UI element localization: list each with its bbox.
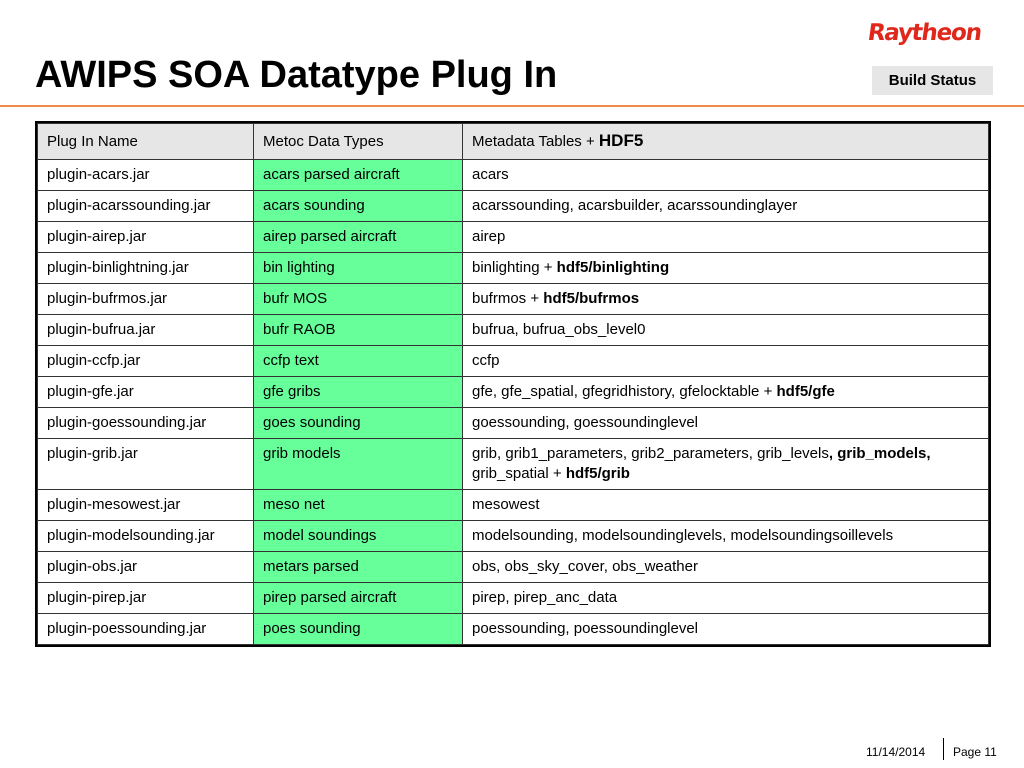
plugin-table: [37, 123, 989, 645]
table-row: [38, 222, 989, 253]
plugin-name-cell: plugin-grib.jar: [38, 439, 254, 490]
raytheon-logo: Raytheon: [866, 20, 983, 46]
metadata-tables-cell: [463, 490, 989, 521]
data-type-cell: bufr RAOB: [254, 315, 463, 346]
plugin-name-cell: plugin-pirep.jar: [38, 583, 254, 614]
table-row: [38, 521, 989, 552]
data-type-cell: metars parsed: [254, 552, 463, 583]
table-row: [38, 284, 989, 315]
plugin-name-cell: plugin-airep.jar: [38, 222, 254, 253]
header-data-types: Metoc Data Types: [254, 124, 463, 160]
data-type-cell: poes sounding: [254, 614, 463, 645]
metadata-segment: mesowest: [472, 496, 540, 513]
metadata-segment: poessounding, poessoundinglevel: [472, 620, 699, 637]
header-hdf5: HDF5: [598, 131, 644, 150]
metadata-bold-segment: hdf5/binlighting: [556, 259, 670, 276]
metadata-segment: binlighting +: [472, 259, 557, 276]
table-row: [38, 408, 989, 439]
plugin-name-cell: plugin-poessounding.jar: [38, 614, 254, 645]
plugin-name-cell: plugin-mesowest.jar: [38, 490, 254, 521]
table-row: [38, 552, 989, 583]
plugin-table-frame: [35, 121, 991, 647]
metadata-tables-cell: [463, 377, 989, 408]
metadata-tables-cell: [463, 284, 989, 315]
table-row: [38, 253, 989, 284]
metadata-tables-cell: [463, 408, 989, 439]
data-type-cell: pirep parsed aircraft: [254, 583, 463, 614]
plugin-name-cell: plugin-modelsounding.jar: [38, 521, 254, 552]
plugin-name-cell: plugin-acarssounding.jar: [38, 191, 254, 222]
metadata-bold-segment: ,: [828, 445, 834, 462]
metadata-segment: obs, obs_sky_cover, obs_weather: [472, 558, 698, 575]
metadata-bold-segment: hdf5/bufrmos: [543, 290, 640, 307]
metadata-segment: grib_spatial +: [472, 445, 935, 482]
data-type-cell: grib models: [254, 439, 463, 490]
table-header-row: [38, 124, 989, 160]
table-row: [38, 346, 989, 377]
data-type-cell: model soundings: [254, 521, 463, 552]
metadata-segment: grib, grib1_parameters, grib2_parameters, grib_levels: [472, 445, 829, 462]
table-row: [38, 191, 989, 222]
table-row: [38, 439, 989, 490]
header-metadata-tables: [463, 124, 989, 160]
metadata-bold-segment: hdf5/grib: [565, 465, 630, 482]
plugin-name-cell: plugin-gfe.jar: [38, 377, 254, 408]
metadata-segment: goessounding, goessoundinglevel: [472, 414, 699, 431]
plugin-name-cell: plugin-bufrua.jar: [38, 315, 254, 346]
data-type-cell: gfe gribs: [254, 377, 463, 408]
metadata-bold-segment: hdf5/gfe: [776, 383, 835, 400]
metadata-tables-cell: [463, 160, 989, 191]
metadata-segment: acars: [472, 166, 509, 183]
metadata-bold-segment: grib_models,: [837, 445, 931, 462]
metadata-segment: pirep, pirep_anc_data: [472, 589, 618, 606]
metadata-segment: modelsounding, modelsoundinglevels, modelsoundingsoillevels: [472, 527, 894, 544]
metadata-tables-cell: [463, 614, 989, 645]
table-row: [38, 377, 989, 408]
data-type-cell: acars sounding: [254, 191, 463, 222]
data-type-cell: meso net: [254, 490, 463, 521]
footer-separator: [943, 738, 944, 760]
table-row: [38, 583, 989, 614]
header-plugin-name: Plug In Name: [38, 124, 254, 160]
metadata-tables-cell: [463, 439, 989, 490]
plugin-name-cell: plugin-binlightning.jar: [38, 253, 254, 284]
plugin-name-cell: plugin-obs.jar: [38, 552, 254, 583]
metadata-tables-cell: [463, 253, 989, 284]
plugin-name-cell: plugin-acars.jar: [38, 160, 254, 191]
metadata-segment: acarssounding, acarsbuilder, acarssoundinglayer: [472, 197, 798, 214]
metadata-tables-cell: [463, 191, 989, 222]
metadata-tables-cell: [463, 346, 989, 377]
header-divider: [0, 105, 1024, 107]
table-row: [38, 490, 989, 521]
page-number: Page 11: [953, 745, 997, 759]
plugin-name-cell: plugin-bufrmos.jar: [38, 284, 254, 315]
plugin-name-cell: plugin-goessounding.jar: [38, 408, 254, 439]
data-type-cell: bin lighting: [254, 253, 463, 284]
header-metadata-prefix: Metadata Tables +: [472, 133, 599, 150]
metadata-tables-cell: [463, 552, 989, 583]
build-status-tag: Build Status: [872, 66, 993, 95]
metadata-segment: airep: [472, 228, 506, 245]
table-row: [38, 315, 989, 346]
metadata-segment: gfe, gfe_spatial, gfegridhistory, gfelocktable +: [472, 383, 777, 400]
data-type-cell: airep parsed aircraft: [254, 222, 463, 253]
data-type-cell: bufr MOS: [254, 284, 463, 315]
metadata-tables-cell: [463, 521, 989, 552]
data-type-cell: goes sounding: [254, 408, 463, 439]
footer-date: 11/14/2014: [866, 745, 926, 759]
page-title: AWIPS SOA Datatype Plug In: [35, 54, 558, 96]
metadata-tables-cell: [463, 222, 989, 253]
metadata-segment: bufrua, bufrua_obs_level0: [472, 321, 646, 338]
metadata-segment: ccfp: [472, 352, 500, 369]
data-type-cell: acars parsed aircraft: [254, 160, 463, 191]
metadata-tables-cell: [463, 583, 989, 614]
data-type-cell: ccfp text: [254, 346, 463, 377]
metadata-tables-cell: [463, 315, 989, 346]
table-row: [38, 160, 989, 191]
table-row: [38, 614, 989, 645]
plugin-name-cell: plugin-ccfp.jar: [38, 346, 254, 377]
metadata-segment: bufrmos +: [472, 290, 544, 307]
